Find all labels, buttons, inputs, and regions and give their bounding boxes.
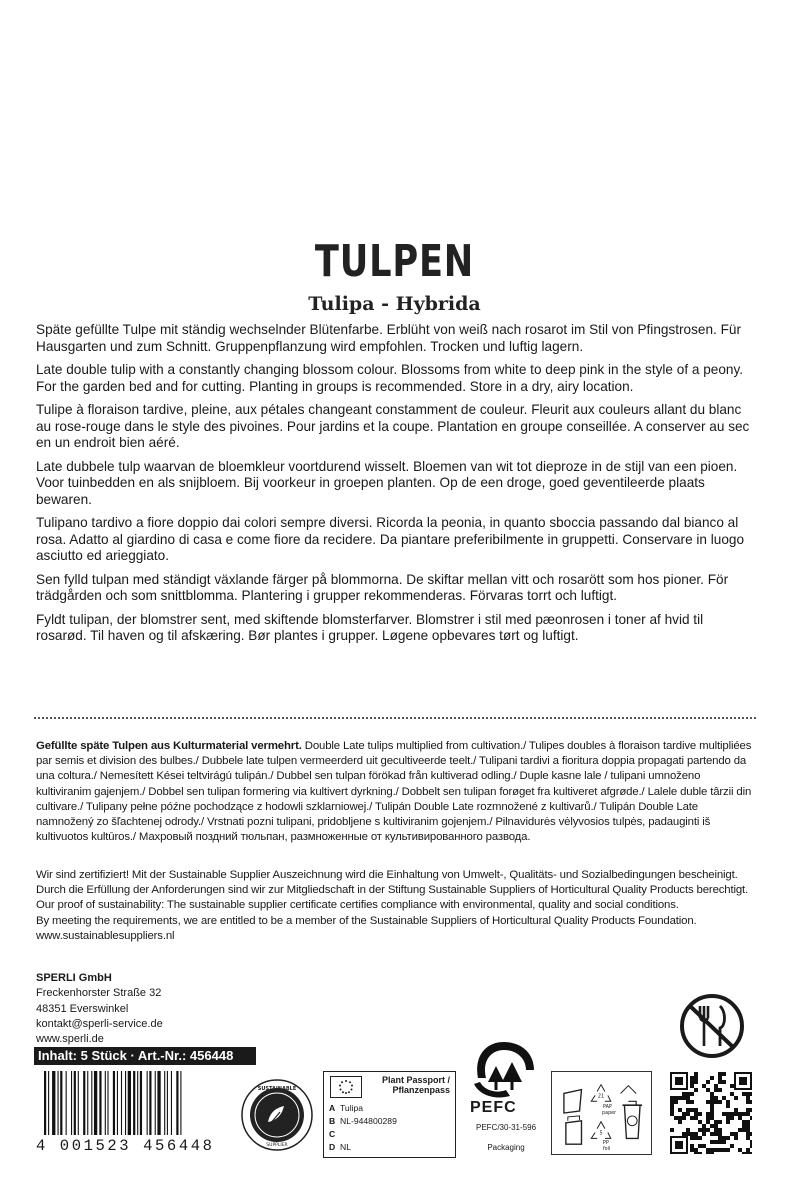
- passport-row-d: [329, 1142, 351, 1152]
- svg-text:SUSTAINABLE: SUSTAINABLE: [257, 1086, 297, 1092]
- cert-line-3: Our proof of sustainability: The sustainable supplier certificate certifies compliance with environmental, quality and social conditions.: [36, 899, 679, 912]
- plant-passport: [323, 1071, 456, 1158]
- certification-text: [36, 868, 756, 944]
- passport-row-a: [329, 1103, 363, 1113]
- description-en: Late double tulip with a constantly changing blossom colour. Blossoms from white to deep pink in the style of a peony. For the garden bed and for cutting. Planting in groups is recommended. Store in a dry, airy location.: [36, 362, 744, 394]
- product-subtitle: Tulipa - Hybrida: [308, 293, 481, 315]
- passport-key: A: [329, 1103, 336, 1113]
- description-de: Späte gefüllte Tulpe mit ständig wechselnder Blütenfarbe. Erblüht von weiß nach rosarot im Stil von Pfingstrosen. Für Hausgarten und zum Schnitt. Gruppenpflanzung wird empfohlen. Trocken und luftig lagern.: [36, 322, 741, 354]
- company-name: SPERLI GmbH: [36, 972, 112, 984]
- recycle-foil-label: foil: [602, 1146, 611, 1153]
- passport-value: NL: [340, 1142, 351, 1152]
- origin-text: [36, 739, 756, 845]
- barcode-number: 4 001523 456448: [36, 1137, 215, 1155]
- passport-value: NL-944800289: [340, 1116, 397, 1126]
- passport-key: B: [329, 1116, 336, 1126]
- cert-line-4: By meeting the requirements, we are entitled to be a member of the Sustainable Suppliers of Horticultural Quality Products Foundation.: [36, 914, 697, 927]
- recycle-code-pp: 5: [599, 1130, 603, 1137]
- recycle-pap-label: PAP: [602, 1104, 612, 1111]
- pefc-label: PEFC: [470, 1099, 517, 1116]
- cert-line-2: Durch die Erfüllung der Anforderungen sind wir zur Mitgliedschaft in der Stiftung Sustainable Suppliers of Horticultural Quality Products berechtigt.: [36, 884, 749, 897]
- description-nl: Late dubbele tulp waarvan de bloemkleur voortdurend wisselt. Bloemen van wit tot dieproze in de stijl van een pioen. Voor tuinbedden en als snijbloem. Bij voorkeur in groepen planten. Op de een droge, goed geventileerde plaats bewaren.: [36, 458, 738, 507]
- dotted-divider: [34, 717, 756, 719]
- descriptions: [36, 322, 756, 652]
- description-da: Fyldt tulipan, der blomstrer sent, med skiftende blomsterfarver. Blomstrer i stil med pæonrosen i toner af hvid til rosarød. Til haven og til afskæring. Bør plantes i grupper. Løgene opbevares tørt og luftigt.: [36, 611, 704, 643]
- description-sv: Sen fylld tulpan med ständigt växlande färger på blommorna. De skiftar mellan vitt och rosarött som hos pioner. För trädgården och som snittblomma. Plantering i grupper rekommenderas. Förvaras torrt och luftigt.: [36, 571, 729, 603]
- passport-title-1: Plant Passport /: [381, 1075, 450, 1085]
- no-food-icon: [678, 992, 746, 1060]
- passport-key: C: [329, 1129, 336, 1139]
- origin-lead: Gefüllte späte Tulpen aus Kulturmaterial vermehrt.: [36, 740, 302, 752]
- description-it: Tulipano tardivo a fiore doppio dai colori sempre diversi. Ricorda la peonia, in quanto sboccia passando dal bianco al rosa. Adatto al giardino di casa e come fiore da recidere. Da piantare preferibilmente in gruppetti. Conservare in luogo asciutto ed arieggiato.: [36, 515, 745, 563]
- company-address: [36, 971, 163, 1047]
- product-title: TULPEN: [314, 236, 475, 287]
- pefc-trees-icon: [466, 1038, 542, 1098]
- qr-code: [670, 1072, 752, 1154]
- recycle-paper-label: paper: [601, 1109, 617, 1116]
- passport-value: Tulipa: [340, 1103, 364, 1113]
- content-article-bar: Inhalt: 5 Stück · Art.-Nr.: 456448: [34, 1047, 256, 1065]
- company-email: kontakt@sperli-service.de: [36, 1017, 163, 1030]
- passport-row-b: [329, 1116, 397, 1126]
- sustainable-supplier-badge: [240, 1078, 314, 1152]
- recycle-code-paper: 21: [597, 1093, 605, 1100]
- description-fr: Tulipe à floraison tardive, pleine, aux pétales changeant constamment de couleur. Fleurit aux couleurs allant du blanc au rose-rouge dans le style des pivoines. Pour jardins et la coupe. Plantation en groupe conseillée. A conserver au sec en un endroit bien aéré.: [36, 402, 750, 450]
- pefc-code: PEFC/30-31-596: [475, 1123, 537, 1132]
- cert-url: www.sustainablesuppliers.nl: [36, 929, 175, 942]
- passport-row-c: [329, 1129, 340, 1139]
- company-street: Freckenhorster Straße 32: [36, 987, 162, 1000]
- company-web: www.sperli.de: [36, 1033, 104, 1046]
- origin-body: Double Late tulips multiplied from cultivation./ Tulipes doubles à floraison tardive multipliées par semis et division des bulbes./ Dubbele late tulpen vermeerderd uit gecultiveerde teelt./ Tulipani tardivi a fioritura doppia propagati partendo da una coltura./ Nemesített Kései teltvirágú tulipán./ Dubbel sen tulpan förökad från kultiverad odling./ Duple kasne lale / tulipani umnoženo kultiviranim gajenjem./ Dobbel sen tulipan formering via kultivert dyrkning./ Dobbelt sen tulipan forøget fra kultiveret afgrøde./ Lalele duble târzii din cultivare./ Tulipany pełne późne pochodzące z hodowli szklarniowej./ Tulipán Double Late rozmnožené z kultivarů./ Tulipán Double Late namnožený zo šľachtenej odrody./ Vrstnati pozni tulipani, pridobljene s kultiviranim gojenjem./ Pilnavidurės vėlyvosios tulpės, padauginti iš kultivuotos kultūros./ Махровый поздний тюльпан, размноженные от культивированного развода.: [36, 740, 752, 844]
- cert-line-1: Wir sind zertifiziert! Mit der Sustainable Supplier Auszeichnung wird die Einhaltung von Umwelt-, Qualitäts- und Sozialbedingungen bescheinigt.: [36, 869, 738, 881]
- packaging-label: Packaging: [487, 1143, 525, 1152]
- recycle-pp-label: PP: [602, 1140, 609, 1147]
- company-city: 48351 Everswinkel: [36, 1002, 129, 1015]
- svg-text:SUPPLIER: SUPPLIER: [266, 1143, 288, 1148]
- passport-key: D: [329, 1142, 336, 1152]
- recycle-icon: [551, 1071, 652, 1155]
- passport-title-2: Pflanzenpass: [392, 1085, 450, 1095]
- eu-flag-icon: [330, 1076, 362, 1098]
- passport-title: [382, 1075, 450, 1095]
